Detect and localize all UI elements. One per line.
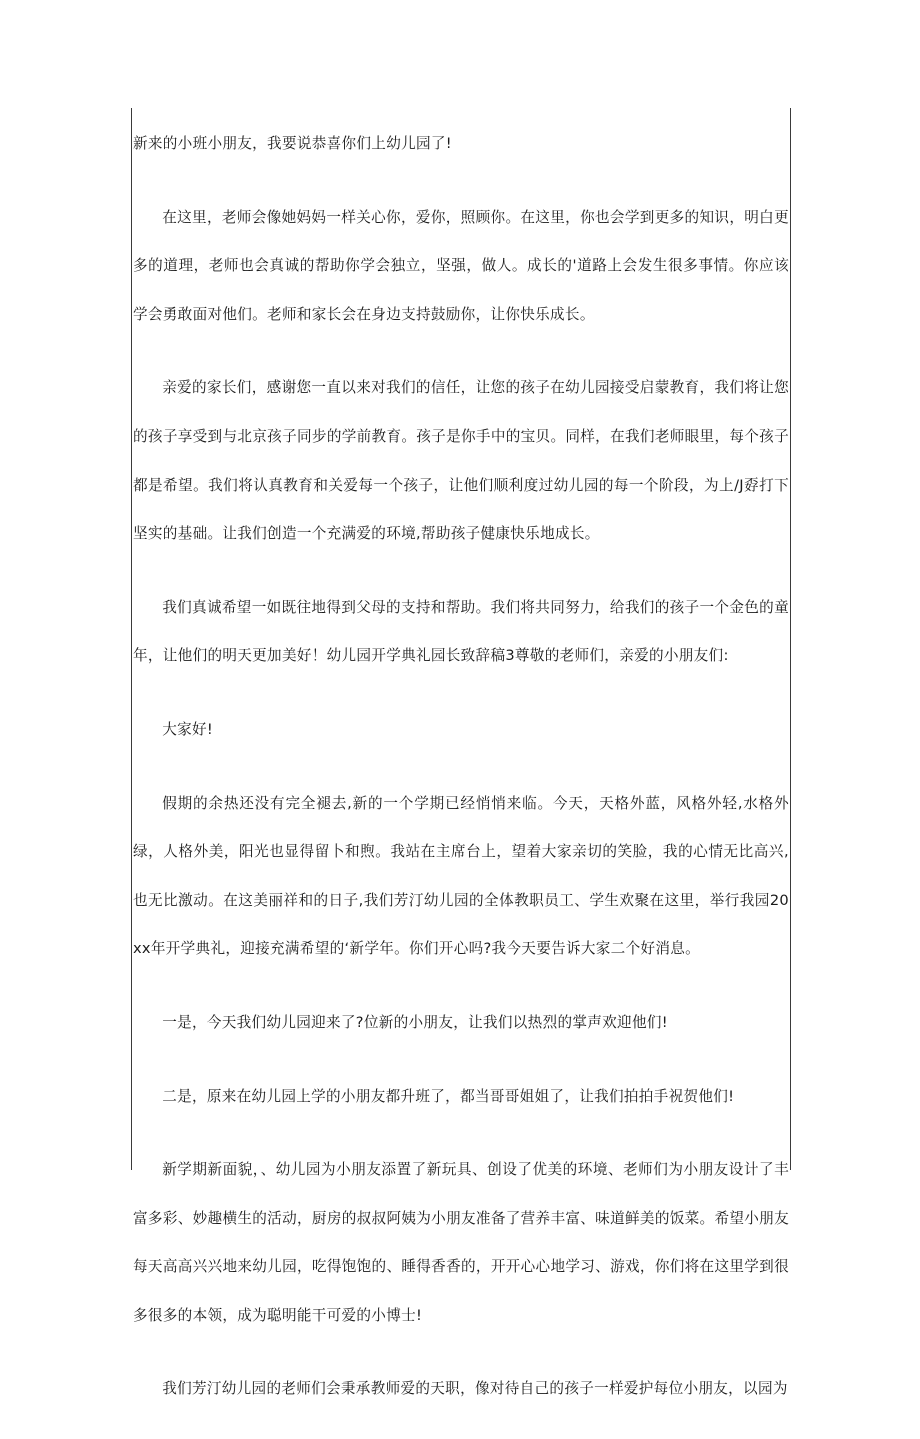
paragraph-8: 二是，原来在幼儿园上学的小朋友都升班了，都当哥哥姐姐了，让我们拍拍手祝贺他们! [162,1087,735,1105]
paragraph-5: 大家好! [162,720,214,738]
paragraph-9: 新学期新面貌，、幼儿园为小朋友添置了新玩具、创设了优美的环境、老师们为小朋友设计了丰富多彩、妙趣横生的活动，厨房的叔叔阿姨为小朋友准备了营养丰富、味道鲜美的饭菜。希望小朋友每天高高兴兴地来幼儿园，吃得饱饱的、睡得香香的，开开心心地学习、游戏，你们将在这里学到很多很多的本领，成为聪明能干可爱的小博士! [133,1161,789,1324]
paragraph-2: 在这里，老师会像她妈妈一样关心你，爱你，照顾你。在这里，你也会学到更多的知识，明白更多的道理，老师也会真诚的帮助你学会独立，坚强，做人。成长的'道路上会发生很多事情。你应该学会勇敢面对他们。老师和家长会在身边支持鼓励你，让你快乐成长。 [133,208,789,323]
paragraph-6: 假期的余热还没有完全褪去,新的一个学期已经悄悄来临。今天，天格外蓝，风格外轻,水格外绿，人格外美，阳光也显得留卜和煦。我站在主席台上，望着大家亲切的笑脸，我的心情无比高兴,也无比激动。在这美丽祥和的日子,我们芳汀幼儿园的全体教职员工、学生欢聚在这里，举行我园20xx年开学典礼，迎接充满希望的‘新学年。你们开心吗?我今天要告诉大家二个好消息。 [133,794,789,958]
paragraph-10: 我们芳汀幼儿园的老师们会秉承教师爱的天职，像对待自己的孩子一样爱护每位小朋友，以园为 [162,1380,788,1398]
paragraph-4: 我们真诚希望一如既往地得到父母的支持和帮助。我们将共同努力，给我们的孩子一个金色的童年，让他们的明天更加美好！幼儿园开学典礼园长致辞稿3尊敬的老师们，亲爱的小朋友们: [133,598,789,665]
left-margin-rule [131,108,132,1170]
paragraph-3: 亲爱的家长们，感谢您一直以来对我们的信任，让您的孩子在幼儿园接受启蒙教育，我们将让您的孩子享受到与北京孩子同步的学前教育。孩子是你手中的宝贝。同样，在我们老师眼里，每个孩子都是希望。我们将认真教育和关爱每一个孩子，让他们顺利度过幼儿园的每一个阶段，为上/J孬打下坚实的基础。让我们创造一个充满爱的环境,帮助孩子健康快乐地成长。 [133,379,789,543]
paragraph-1: 新来的小班小朋友，我要说恭喜你们上幼儿园了! [133,135,452,152]
paragraph-7: 一是，今天我们幼儿园迎来了?位新的小朋友，让我们以热烈的掌声欢迎他们! [162,1013,668,1031]
right-margin-rule [790,108,791,1170]
document-body [133,120,789,1439]
